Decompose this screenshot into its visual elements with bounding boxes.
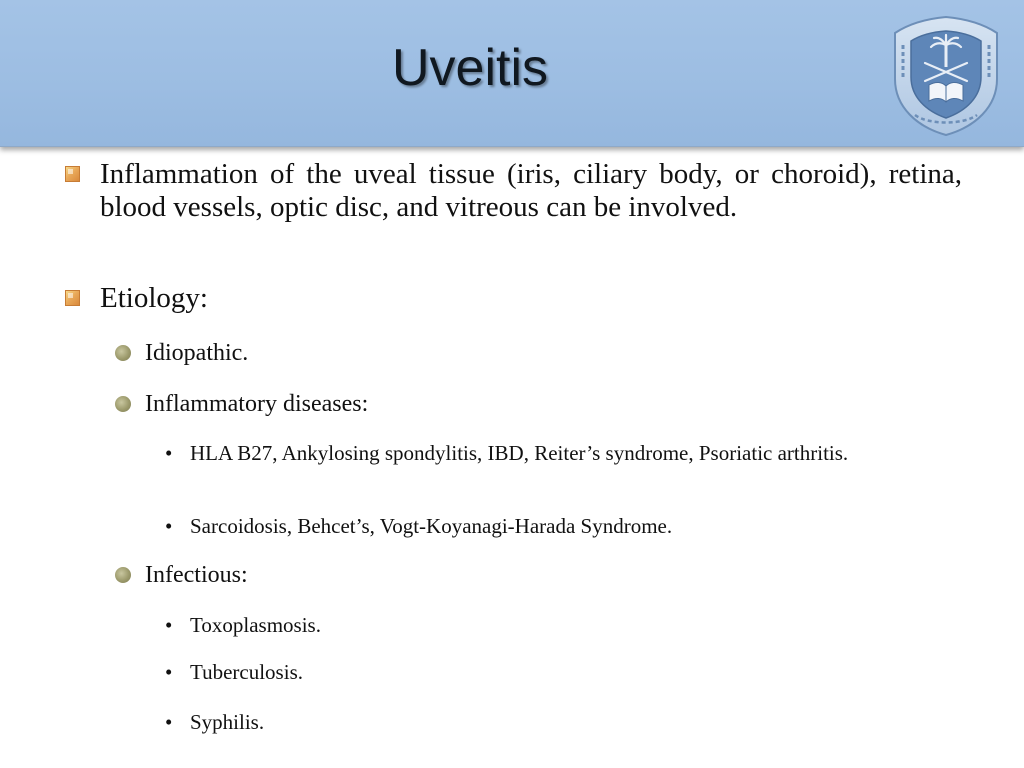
round-bullet-icon <box>115 345 131 361</box>
bullet-infectious: Infectious: <box>145 562 248 588</box>
dot-bullet: • <box>165 710 173 734</box>
bullet-syphilis: Syphilis. <box>190 710 265 734</box>
bullet-tuberculosis: Tuberculosis. <box>190 660 303 684</box>
bullet-definition: Inflammation of the uveal tissue (iris, ciliary body, or choroid), retina, blood vessels, optic disc, and vitreous can be involved. <box>100 158 962 223</box>
dot-bullet: • <box>165 514 173 538</box>
square-bullet-icon <box>65 166 80 182</box>
bullet-etiology: Etiology: <box>100 282 208 314</box>
dot-bullet: • <box>165 613 173 637</box>
square-bullet-icon <box>65 290 80 306</box>
bullet-toxoplasmosis: Toxoplasmosis. <box>190 613 321 637</box>
bullet-inflammatory-diseases: Inflammatory diseases: <box>145 391 369 417</box>
bullet-idiopathic: Idiopathic. <box>145 340 249 366</box>
bullet-hla-b27: HLA B27, Ankylosing spondylitis, IBD, Reiter’s syndrome, Psoriatic arthritis. <box>190 441 849 465</box>
dot-bullet: • <box>165 660 173 684</box>
round-bullet-icon <box>115 567 131 583</box>
round-bullet-icon <box>115 396 131 412</box>
bullet-sarcoidosis: Sarcoidosis, Behcet’s, Vogt-Koyanagi-Harada Syndrome. <box>190 514 673 538</box>
dot-bullet: • <box>165 441 173 465</box>
slide-title: Uveitis <box>391 39 549 97</box>
